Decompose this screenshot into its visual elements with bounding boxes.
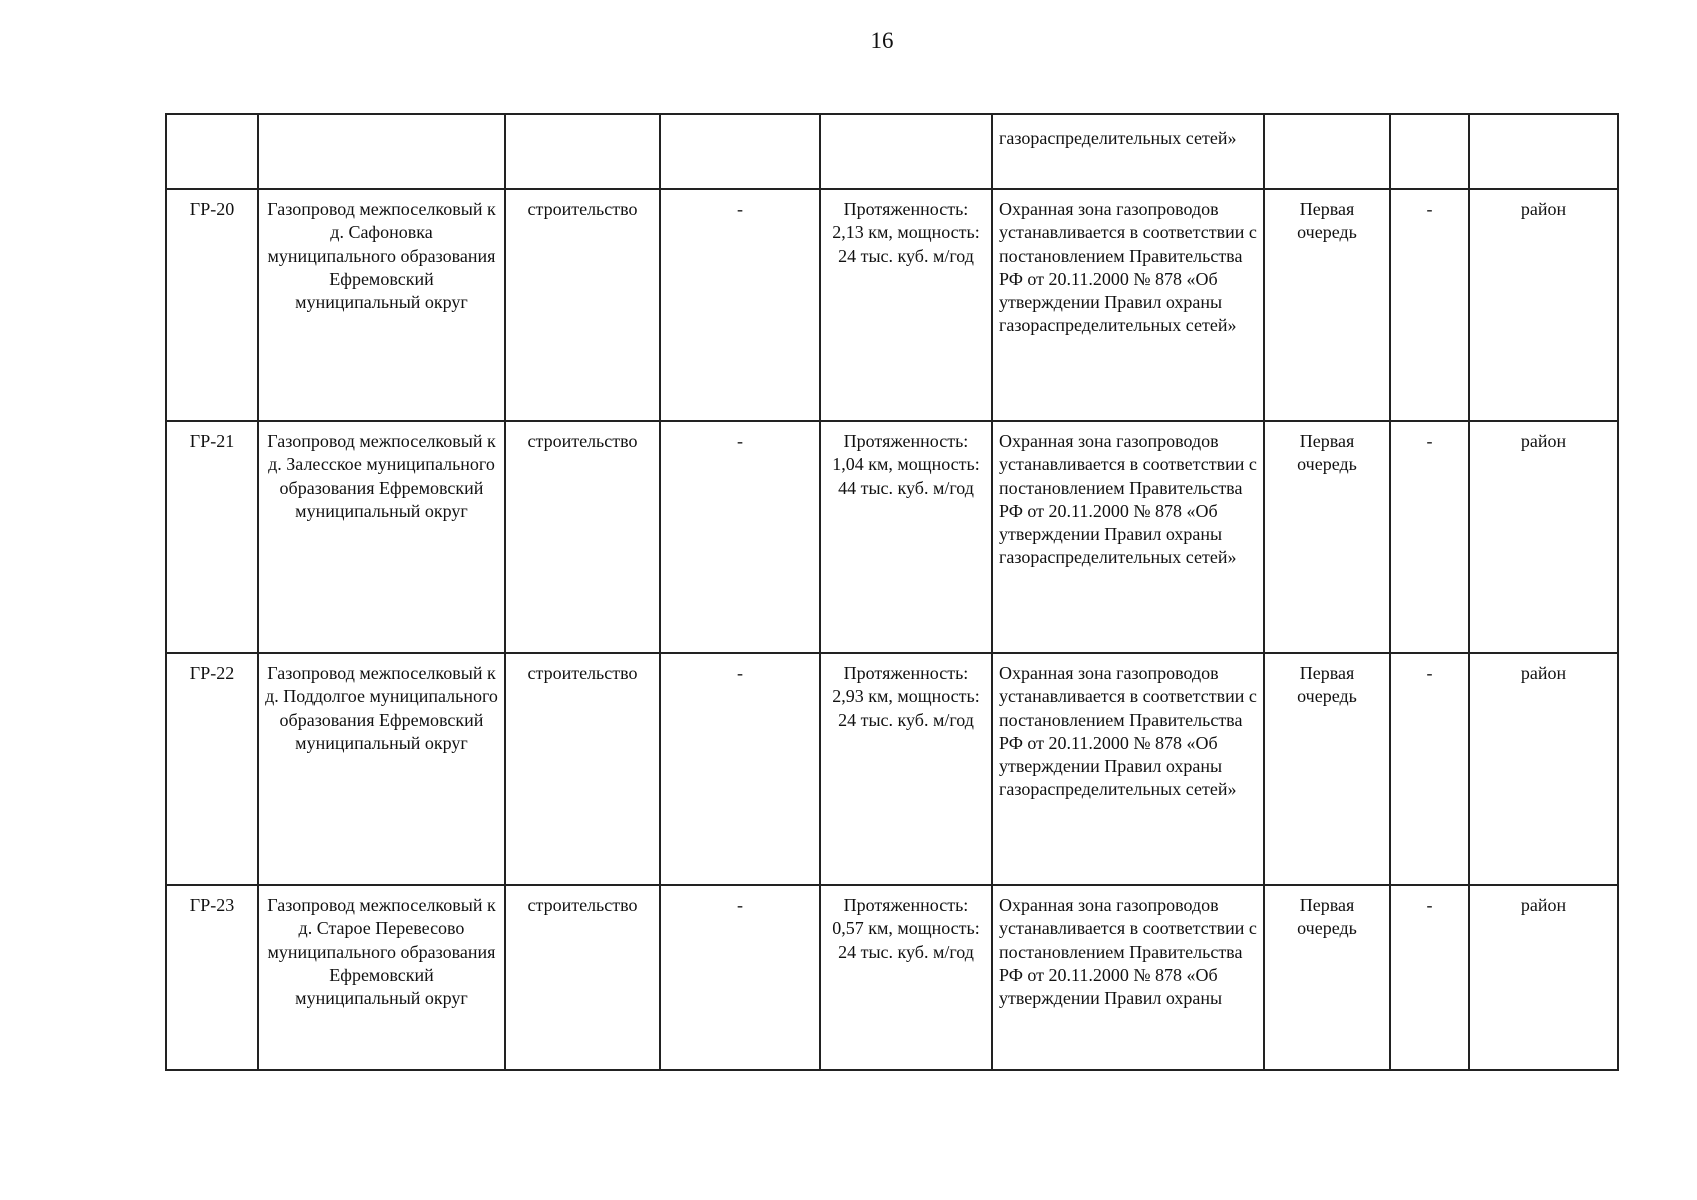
code-cell: ГР-21 — [166, 421, 258, 653]
dash-cell: - — [1390, 189, 1469, 421]
code-cell: ГР-23 — [166, 885, 258, 1070]
table-row — [166, 421, 1618, 653]
zone-cell: Охранная зона газопроводов устанавливается в соответствии с постановлением Правительства РФ от 20.11.2000 № 878 «Об утверждении Правил охраны газораспределительных сетей» — [992, 189, 1264, 421]
zone-cell: Охранная зона газопроводов устанавливается в соответствии с постановлением Правительства РФ от 20.11.2000 № 878 «Об утверждении Правил охраны газораспределительных сетей» — [992, 653, 1264, 885]
name-cell: Газопровод межпоселковый к д. Сафоновка муниципального образования Ефремовский муниципальный округ — [258, 189, 505, 421]
type-cell: строительство — [505, 421, 660, 653]
level-cell: район — [1469, 885, 1618, 1070]
table-cell — [258, 114, 505, 189]
table-cell — [1264, 114, 1390, 189]
table-cell — [166, 114, 258, 189]
characteristics-cell: Протяженность: 2,13 км, мощность: 24 тыс. куб. м/год — [820, 189, 992, 421]
code-cell: ГР-22 — [166, 653, 258, 885]
level-cell: район — [1469, 189, 1618, 421]
dash-cell: - — [660, 421, 820, 653]
objects-table — [165, 113, 1619, 1071]
table-cell — [660, 114, 820, 189]
type-cell: строительство — [505, 189, 660, 421]
queue-cell: Первая очередь — [1264, 653, 1390, 885]
table-row-continuation — [166, 114, 1618, 189]
dash-cell: - — [1390, 885, 1469, 1070]
queue-cell: Первая очередь — [1264, 421, 1390, 653]
type-cell: строительство — [505, 653, 660, 885]
dash-cell: - — [1390, 653, 1469, 885]
queue-cell: Первая очередь — [1264, 189, 1390, 421]
dash-cell: - — [1390, 421, 1469, 653]
dash-cell: - — [660, 189, 820, 421]
zone-cell: газораспределительных сетей» — [992, 114, 1264, 189]
code-cell: ГР-20 — [166, 189, 258, 421]
name-cell: Газопровод межпоселковый к д. Старое Перевесово муниципального образования Ефремовский муниципальный округ — [258, 885, 505, 1070]
table-cell — [820, 114, 992, 189]
page-number: 16 — [870, 28, 894, 53]
characteristics-cell: Протяженность: 1,04 км, мощность: 44 тыс. куб. м/год — [820, 421, 992, 653]
name-cell: Газопровод межпоселковый к д. Поддолгое муниципального образования Ефремовский муниципальный округ — [258, 653, 505, 885]
level-cell: район — [1469, 653, 1618, 885]
queue-cell: Первая очередь — [1264, 885, 1390, 1070]
zone-cell: Охранная зона газопроводов устанавливается в соответствии с постановлением Правительства РФ от 20.11.2000 № 878 «Об утверждении Правил охраны газораспределительных сетей» — [992, 421, 1264, 653]
table-cell — [1390, 114, 1469, 189]
table-row — [166, 885, 1618, 1070]
dash-cell: - — [660, 885, 820, 1070]
characteristics-cell: Протяженность: 2,93 км, мощность: 24 тыс. куб. м/год — [820, 653, 992, 885]
table-cell — [505, 114, 660, 189]
dash-cell: - — [660, 653, 820, 885]
table-row — [166, 653, 1618, 885]
characteristics-cell: Протяженность: 0,57 км, мощность: 24 тыс. куб. м/год — [820, 885, 992, 1070]
name-cell: Газопровод межпоселковый к д. Залесское муниципального образования Ефремовский муниципальный округ — [258, 421, 505, 653]
table-row — [166, 189, 1618, 421]
table-cell — [1469, 114, 1618, 189]
level-cell: район — [1469, 421, 1618, 653]
zone-cell: Охранная зона газопроводов устанавливается в соответствии с постановлением Правительства РФ от 20.11.2000 № 878 «Об утверждении Правил охраны — [992, 885, 1264, 1070]
type-cell: строительство — [505, 885, 660, 1070]
